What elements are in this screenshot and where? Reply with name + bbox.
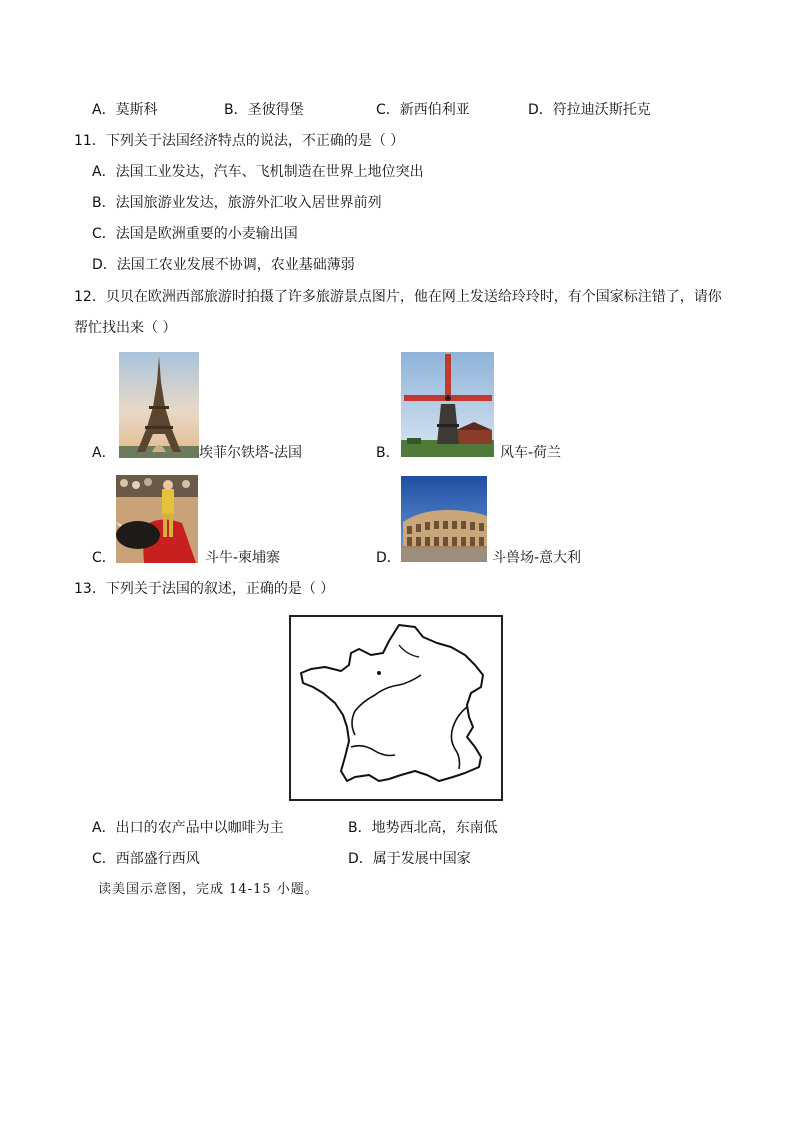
- q12-stem-line1: 12．贝贝在欧洲西部旅游时拍摄了许多旅游景点图片，他在网上发送给玲玲时，有个国家标注错了，请你: [74, 289, 722, 305]
- windmill-photo: [401, 352, 494, 457]
- q12-stem-line2: 帮忙找出来（ ）: [74, 320, 177, 336]
- q12-option-b-letter: B．: [376, 445, 400, 461]
- q13-option-a: A．出口的农产品中以咖啡为主: [92, 820, 284, 836]
- q10-option-a: A．莫斯科: [92, 102, 158, 118]
- bullfight-photo: [116, 475, 198, 563]
- q12-option-d-caption: 斗兽场-意大利: [492, 550, 582, 566]
- q12-option-d-letter: D．: [376, 550, 401, 566]
- eiffel-tower-photo: [119, 352, 199, 458]
- q11-option-d: D．法国工农业发展不协调，农业基础薄弱: [92, 257, 355, 273]
- q11-option-b: B．法国旅游业发达，旅游外汇收入居世界前列: [92, 195, 382, 211]
- q10-option-d: D．符拉迪沃斯托克: [528, 102, 651, 118]
- q12-option-b-caption: 风车-荷兰: [500, 445, 562, 461]
- q11-option-a: A．法国工业发达，汽车、飞机制造在世界上地位突出: [92, 164, 424, 180]
- reading-instruction: 读美国示意图，完成 14-15 小题。: [98, 882, 319, 897]
- q13-option-b: B．地势西北高，东南低: [348, 820, 498, 836]
- france-outline-map: [289, 615, 503, 801]
- q12-option-c-letter: C．: [92, 550, 116, 566]
- colosseum-photo: [401, 476, 487, 562]
- q11-stem: 11．下列关于法国经济特点的说法，不正确的是（ ）: [74, 133, 405, 149]
- q12-option-a-letter: A．: [92, 445, 116, 461]
- q12-option-a-caption: 埃菲尔铁塔-法国: [199, 445, 303, 461]
- q13-option-d: D．属于发展中国家: [348, 851, 471, 867]
- q10-option-c: C．新西伯利亚: [376, 102, 470, 118]
- q12-option-c-caption: 斗牛-柬埔寨: [205, 550, 281, 566]
- q11-option-c: C．法国是欧洲重要的小麦输出国: [92, 226, 298, 242]
- q13-option-c: C．西部盛行西风: [92, 851, 200, 867]
- q13-stem: 13．下列关于法国的叙述，正确的是（ ）: [74, 581, 335, 597]
- q10-option-b: B．圣彼得堡: [224, 102, 304, 118]
